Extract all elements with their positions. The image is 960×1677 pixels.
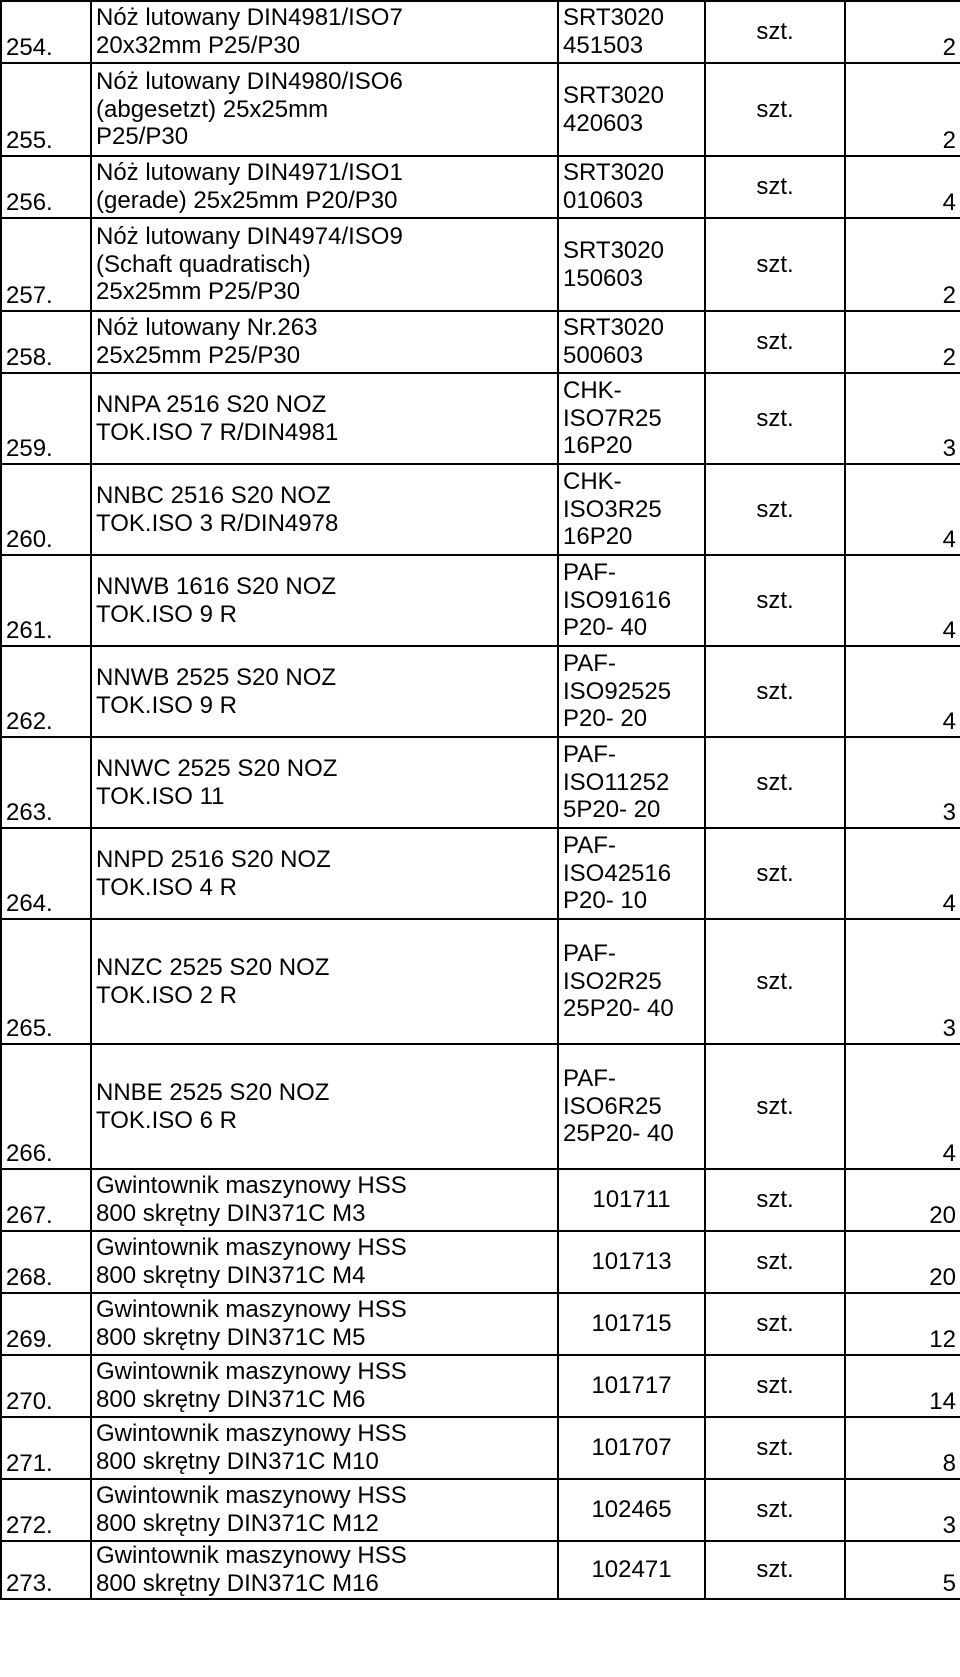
item-number: 262. (1, 646, 91, 737)
item-quantity: 4 (845, 555, 960, 646)
table-row (1, 1479, 960, 1541)
item-description: NNBC 2516 S20 NOZ TOK.ISO 3 R/DIN4978 (91, 464, 558, 555)
item-code: SRT3020 420603 (558, 63, 705, 156)
item-number: 272. (1, 1479, 91, 1541)
item-unit: szt. (705, 555, 845, 646)
item-unit: szt. (705, 1, 845, 63)
item-description: Nóż lutowany DIN4980/ISO6 (abgesetzt) 25x25mm P25/P30 (91, 63, 558, 156)
item-description: NNBE 2525 S20 NOZ TOK.ISO 6 R (91, 1044, 558, 1169)
table-row (1, 1293, 960, 1355)
item-quantity: 2 (845, 311, 960, 373)
item-code: PAF- ISO42516 P20- 10 (558, 828, 705, 919)
item-code: PAF- ISO6R25 25P20- 40 (558, 1044, 705, 1169)
table-row (1, 919, 960, 1044)
item-unit: szt. (705, 1231, 845, 1293)
item-unit: szt. (705, 1417, 845, 1479)
item-unit: szt. (705, 919, 845, 1044)
table-row (1, 828, 960, 919)
item-quantity: 3 (845, 1479, 960, 1541)
item-number: 267. (1, 1169, 91, 1231)
item-quantity: 20 (845, 1169, 960, 1231)
item-code: CHK- ISO7R25 16P20 (558, 373, 705, 464)
item-description: NNZC 2525 S20 NOZ TOK.ISO 2 R (91, 919, 558, 1044)
item-description: NNWC 2525 S20 NOZ TOK.ISO 11 (91, 737, 558, 828)
table-row (1, 646, 960, 737)
table-row (1, 1417, 960, 1479)
table-row (1, 464, 960, 555)
item-number: 268. (1, 1231, 91, 1293)
item-description: Gwintownik maszynowy HSS 800 skrętny DIN371C M10 (91, 1417, 558, 1479)
item-quantity: 4 (845, 828, 960, 919)
item-unit: szt. (705, 156, 845, 218)
item-number: 269. (1, 1293, 91, 1355)
item-quantity: 4 (845, 646, 960, 737)
item-description: Nóż lutowany DIN4981/ISO7 20x32mm P25/P30 (91, 1, 558, 63)
item-unit: szt. (705, 63, 845, 156)
table-row (1, 63, 960, 156)
item-code: 101713 (558, 1231, 705, 1293)
item-description: Nóż lutowany Nr.263 25x25mm P25/P30 (91, 311, 558, 373)
item-unit: szt. (705, 1355, 845, 1417)
item-quantity: 4 (845, 464, 960, 555)
item-number: 258. (1, 311, 91, 373)
item-code: PAF- ISO91616 P20- 40 (558, 555, 705, 646)
table-row (1, 1169, 960, 1231)
item-quantity: 3 (845, 919, 960, 1044)
items-table-body (1, 1, 960, 1599)
item-code: 101707 (558, 1417, 705, 1479)
table-row (1, 1231, 960, 1293)
item-code: PAF- ISO92525 P20- 20 (558, 646, 705, 737)
item-description: Gwintownik maszynowy HSS 800 skrętny DIN371C M4 (91, 1231, 558, 1293)
item-code: SRT3020 500603 (558, 311, 705, 373)
table-row (1, 311, 960, 373)
table-row (1, 737, 960, 828)
item-description: NNWB 1616 S20 NOZ TOK.ISO 9 R (91, 555, 558, 646)
table-row (1, 218, 960, 311)
item-description: NNPD 2516 S20 NOZ TOK.ISO 4 R (91, 828, 558, 919)
table-row (1, 1, 960, 63)
item-unit: szt. (705, 311, 845, 373)
item-unit: szt. (705, 1044, 845, 1169)
item-number: 271. (1, 1417, 91, 1479)
item-number: 263. (1, 737, 91, 828)
item-unit: szt. (705, 1541, 845, 1599)
item-code: SRT3020 010603 (558, 156, 705, 218)
item-quantity: 14 (845, 1355, 960, 1417)
item-description: Nóż lutowany DIN4971/ISO1 (gerade) 25x25mm P20/P30 (91, 156, 558, 218)
item-quantity: 20 (845, 1231, 960, 1293)
item-number: 273. (1, 1541, 91, 1599)
item-quantity: 2 (845, 63, 960, 156)
item-number: 257. (1, 218, 91, 311)
item-description: NNWB 2525 S20 NOZ TOK.ISO 9 R (91, 646, 558, 737)
item-description: Gwintownik maszynowy HSS 800 skrętny DIN371C M3 (91, 1169, 558, 1231)
item-quantity: 2 (845, 218, 960, 311)
table-row (1, 1541, 960, 1599)
item-code: SRT3020 150603 (558, 218, 705, 311)
item-unit: szt. (705, 1293, 845, 1355)
item-code: 101711 (558, 1169, 705, 1231)
item-unit: szt. (705, 218, 845, 311)
item-code: CHK- ISO3R25 16P20 (558, 464, 705, 555)
item-code: PAF- ISO2R25 25P20- 40 (558, 919, 705, 1044)
item-code: 102471 (558, 1541, 705, 1599)
item-quantity: 2 (845, 1, 960, 63)
item-unit: szt. (705, 1169, 845, 1231)
item-number: 261. (1, 555, 91, 646)
item-code: PAF- ISO11252 5P20- 20 (558, 737, 705, 828)
table-row (1, 1044, 960, 1169)
table-row (1, 373, 960, 464)
item-quantity: 5 (845, 1541, 960, 1599)
item-unit: szt. (705, 737, 845, 828)
item-description: Gwintownik maszynowy HSS 800 skrętny DIN371C M12 (91, 1479, 558, 1541)
item-code: 102465 (558, 1479, 705, 1541)
item-code: 101717 (558, 1355, 705, 1417)
item-code: 101715 (558, 1293, 705, 1355)
item-quantity: 8 (845, 1417, 960, 1479)
item-description: NNPA 2516 S20 NOZ TOK.ISO 7 R/DIN4981 (91, 373, 558, 464)
item-description: Gwintownik maszynowy HSS 800 skrętny DIN371C M5 (91, 1293, 558, 1355)
item-number: 254. (1, 1, 91, 63)
item-unit: szt. (705, 464, 845, 555)
item-number: 264. (1, 828, 91, 919)
item-quantity: 3 (845, 373, 960, 464)
item-number: 270. (1, 1355, 91, 1417)
item-number: 256. (1, 156, 91, 218)
table-row (1, 156, 960, 218)
item-description: Gwintownik maszynowy HSS 800 skrętny DIN371C M6 (91, 1355, 558, 1417)
item-quantity: 4 (845, 156, 960, 218)
item-number: 265. (1, 919, 91, 1044)
item-code: SRT3020 451503 (558, 1, 705, 63)
item-number: 260. (1, 464, 91, 555)
item-number: 255. (1, 63, 91, 156)
item-number: 266. (1, 1044, 91, 1169)
table-row (1, 1355, 960, 1417)
table-row (1, 555, 960, 646)
item-quantity: 4 (845, 1044, 960, 1169)
item-quantity: 3 (845, 737, 960, 828)
item-description: Gwintownik maszynowy HSS 800 skrętny DIN371C M16 (91, 1541, 558, 1599)
item-number: 259. (1, 373, 91, 464)
item-unit: szt. (705, 373, 845, 464)
item-unit: szt. (705, 646, 845, 737)
item-description: Nóż lutowany DIN4974/ISO9 (Schaft quadratisch) 25x25mm P25/P30 (91, 218, 558, 311)
item-quantity: 12 (845, 1293, 960, 1355)
item-unit: szt. (705, 828, 845, 919)
item-unit: szt. (705, 1479, 845, 1541)
